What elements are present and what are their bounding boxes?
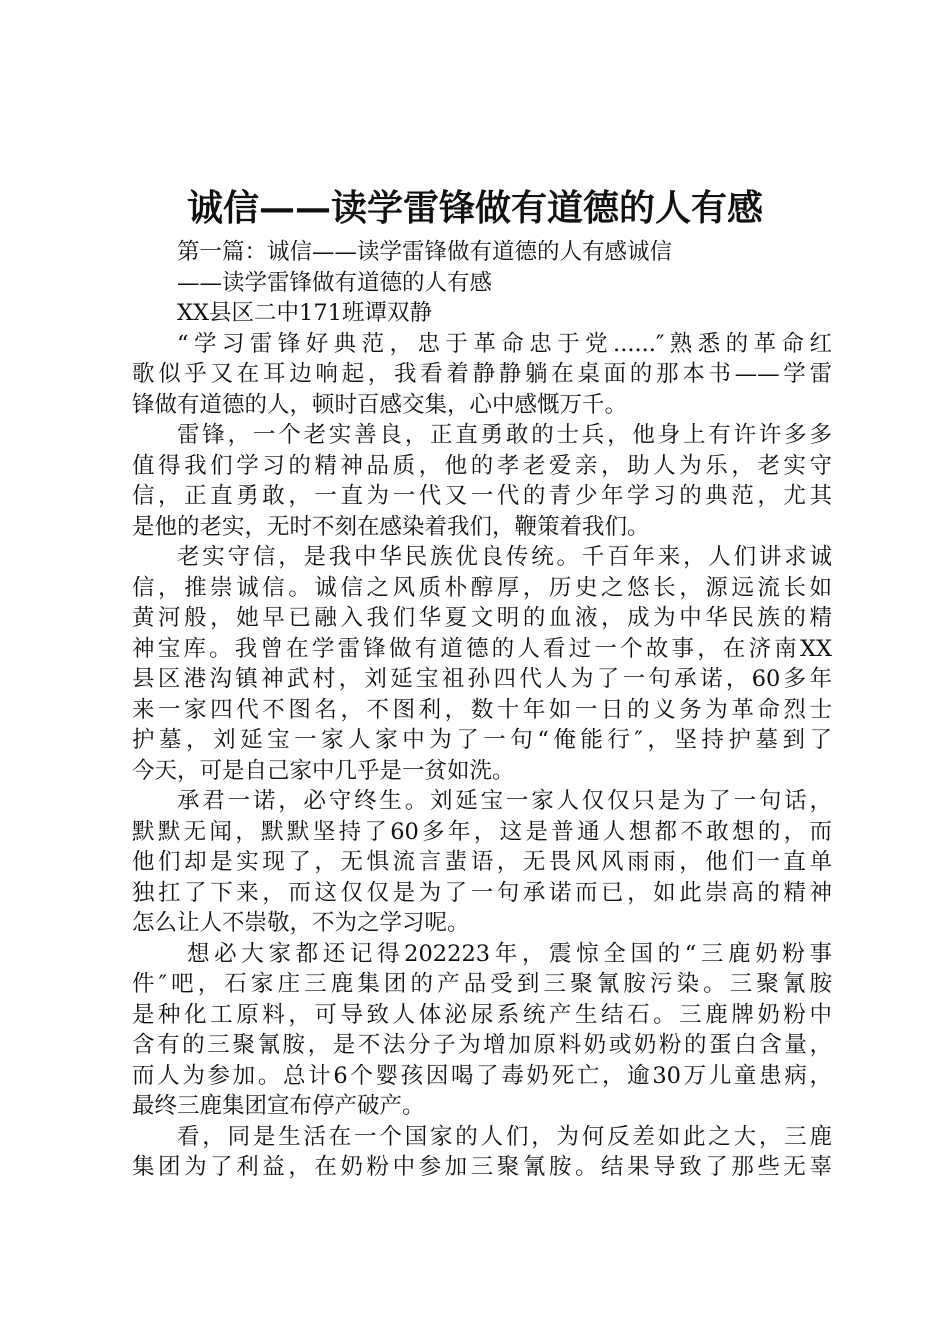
- paragraph-line: 他们却是实现了，无惧流言蜚语，无畏风风雨雨，他们一直单: [132, 849, 832, 875]
- paragraph-line: 锋做有道德的人，顿时百感交集，心中感慨万千。: [132, 391, 628, 418]
- paragraph-line: 雷锋，一个老实善良，正直勇敢的士兵，他身上有许许多多: [177, 422, 832, 448]
- paragraph-line: 含有的三聚氰胺，是不法分子为增加原料奶或奶粉的蛋白含量，: [132, 1032, 832, 1058]
- paragraph-line: 怎么让人不崇敬，不为之学习呢。: [132, 910, 470, 936]
- paragraph-line: 集团为了利益，在奶粉中参加三聚氰胺。结果导致了那些无辜: [132, 1154, 832, 1180]
- paragraph-line: 是种化工原料，可导致人体泌尿系统产生结石。三鹿牌奶粉中: [132, 1001, 832, 1028]
- paragraph-line: 承君一诺，必守终生。刘延宝一家人仅仅只是为了一句话，: [177, 788, 832, 814]
- paragraph-line: 最终三鹿集团宣布停产破产。: [132, 1093, 425, 1119]
- paragraph-line: 黄河般，她早已融入我们华夏文明的血液，成为中华民族的精: [132, 605, 832, 631]
- paragraph-line: 老实守信，是我中华民族优良传统。千百年来，人们讲求诚: [177, 544, 832, 570]
- paragraph-line: 信，正直勇敢，一直为一代又一代的青少年学习的典范，尤其: [132, 483, 832, 509]
- paragraph-line: 默默无闻，默默坚持了60多年，这是普通人想都不敢想的，而: [132, 818, 832, 845]
- paragraph-line: 而人为参加。总计6个婴孩因喝了毒奶死亡，逾30万儿童患病，: [132, 1062, 832, 1089]
- section-heading-line: 第一篇：诚信——读学雷锋做有道德的人有感诚信: [177, 239, 673, 265]
- document-body: [132, 237, 832, 1183]
- paragraph-line: 信，推崇诚信。诚信之风质朴醇厚，历史之悠长，源远流长如: [132, 574, 832, 601]
- document-title: 诚信——读学雷锋做有道德的人有感: [186, 187, 763, 229]
- paragraph-line: 想必大家都还记得202223年，震惊全国的“三鹿奶粉事: [187, 940, 832, 967]
- paragraph-line: 护墓，刘延宝一家人家中为了一句“俺能行″，坚持护墓到了: [132, 727, 832, 753]
- paragraph-line: 看，同是生活在一个国家的人们，为何反差如此之大，三鹿: [177, 1123, 832, 1150]
- paragraph-line: 县区港沟镇神武村，刘延宝祖孙四代人为了一句承诺，60多年: [132, 666, 832, 692]
- section-heading-line: ——读学雷锋做有道德的人有感: [177, 269, 493, 296]
- paragraph-line: 歌似乎又在耳边响起，我看着静静躺在桌面的那本书——学雷: [132, 361, 832, 387]
- paragraph-line: 来一家四代不图名，不图利，数十年如一日的义务为革命烈士: [132, 696, 832, 723]
- paragraph-line: 件″吧，石家庄三鹿集团的产品受到三聚氰胺污染。三聚氰胺: [132, 971, 832, 997]
- paragraph-line: “学习雷锋好典范，忠于革命忠于党......″熟悉的革命红: [177, 330, 832, 357]
- author-line: XX县区二中171班谭双静: [177, 300, 432, 326]
- paragraph-line: 值得我们学习的精神品质，他的孝老爱亲，助人为乐，老实守: [132, 452, 832, 479]
- paragraph-line: 独扛了下来，而这仅仅是为了一句承诺而已，如此崇高的精神: [132, 879, 832, 906]
- paragraph-line: 神宝库。我曾在学雷锋做有道德的人看过一个故事，在济南XX: [132, 635, 832, 662]
- paragraph-line: 是他的老实，无时不刻在感染着我们，鞭策着我们。: [132, 513, 650, 540]
- paragraph-line: 今天，可是自己家中几乎是一贫如洗。: [132, 757, 515, 784]
